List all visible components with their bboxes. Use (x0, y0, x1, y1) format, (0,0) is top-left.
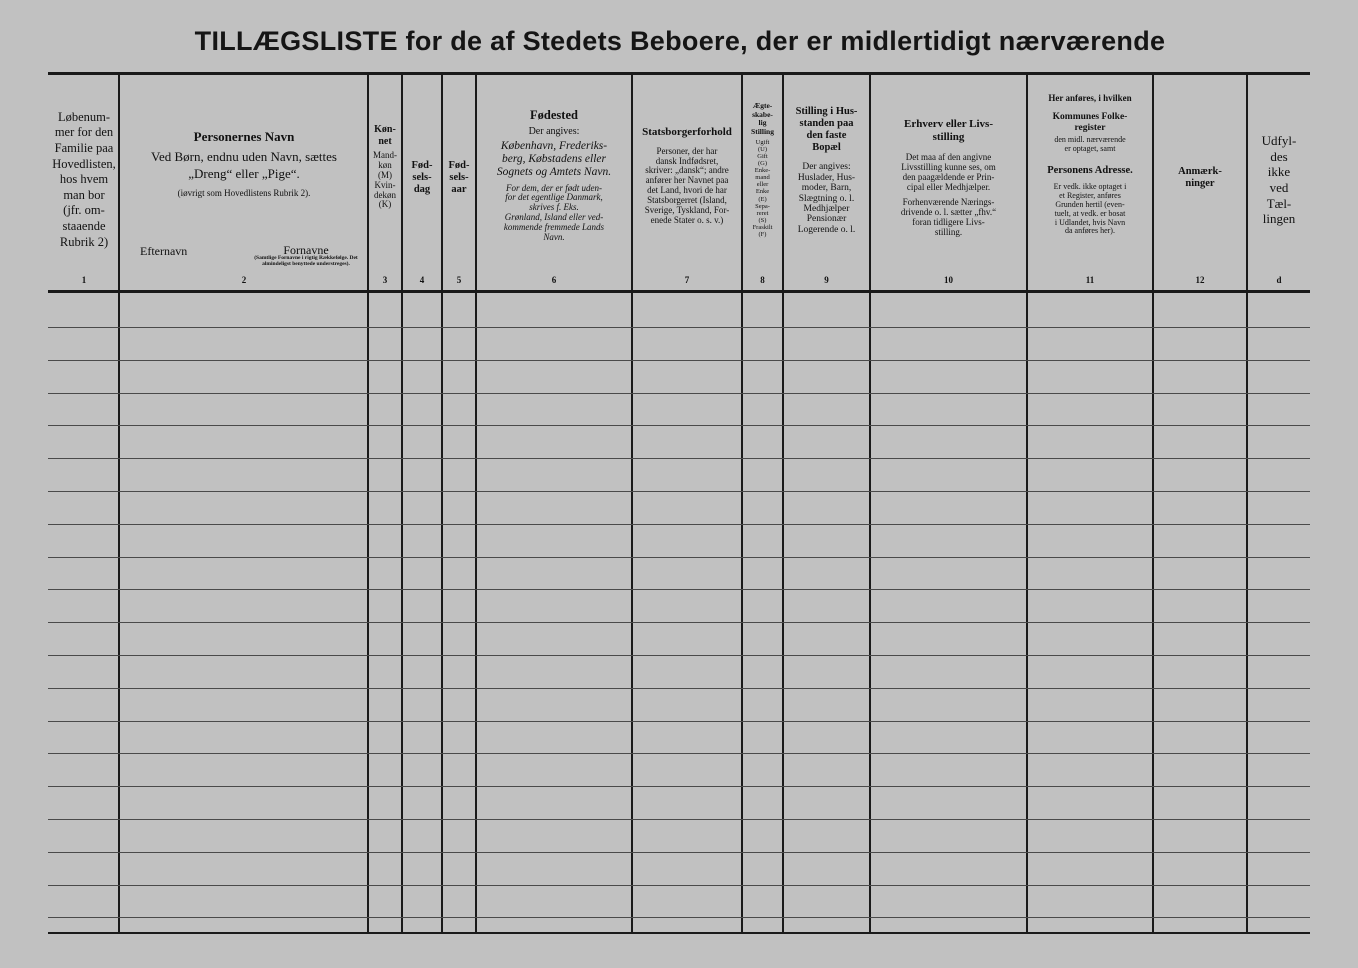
col-12-number: 12 (1195, 275, 1205, 285)
col-7-text: Personer, der har dansk Indfødsret, skriver: „dansk“; andre anfører her Navnet paa det Land, hvori de har Statsborgerret (Island, Sverige, Tyskland, For- enede Stater o. s. v.) (644, 145, 730, 225)
col-8-number: 8 (760, 275, 765, 285)
col-2-number: 2 (241, 275, 247, 285)
col-9-text: Der angives: Huslader, Hus- moder, Barn, Slægtning o. l. Medhjælper Pensionær Logerende o. l. (797, 162, 856, 235)
entry-row-line (48, 524, 1310, 525)
entry-row-line (48, 721, 1310, 722)
entry-row-line (48, 885, 1310, 886)
header-top-rule (48, 72, 1310, 75)
col-10-heading: Erhverv eller Livs- stilling (904, 118, 993, 143)
col-9-heading: Stilling i Hus- standen paa den faste Bopæl (795, 106, 858, 154)
col-10-number: 10 (944, 275, 953, 285)
entry-row-line (48, 786, 1310, 787)
table-bottom-rule (48, 932, 1310, 934)
col-3-text: Mand- køn (M) Kvin- dekøn (K) (373, 150, 397, 210)
col-5-header (443, 80, 475, 280)
col-1-text: Løbenum- mer for den Familie paa Hovedlisten, hos hvem man bor (jfr. om- staaende Rubrik 2) (52, 109, 116, 249)
col-d-text: Udfyl- des ikke ved Tæl- lingen (1261, 133, 1297, 227)
entry-row-line (48, 425, 1310, 426)
col-7-heading: Statsborgerforhold (642, 126, 732, 138)
col-9-number: 9 (824, 275, 829, 285)
entry-row-line (48, 360, 1310, 361)
col-1-number: 1 (81, 275, 87, 285)
entry-row-line (48, 753, 1310, 754)
col-d-header (1248, 80, 1310, 280)
col-11-text: Kommunes Folke- register (1052, 111, 1128, 133)
col-2-firstnames-label: Fornavne (283, 243, 329, 257)
col-2-firstnames-note: (Samtlige Fornavne i rigtig Rækkefølge. Det almindeligst benyttede understreges). (254, 255, 358, 267)
entry-row-line (48, 622, 1310, 623)
col-6-italic: København, Frederiks- berg, Købstadens eller Sognets og Amtets Navn. (496, 139, 612, 179)
col-7-number: 7 (684, 275, 690, 285)
col-9-header (784, 80, 869, 306)
col-4-heading: Fød- sels- dag (411, 159, 433, 196)
entry-row-line (48, 589, 1310, 590)
col-divider (118, 75, 120, 933)
col-10-note: Forhenværende Nærings- drivende o. l. sætter „fhv.“ foran tidligere Livs- stilling. (900, 196, 997, 237)
entry-row-line (48, 327, 1310, 328)
col-3-number: 3 (382, 275, 388, 285)
col-2-note: (iøvrigt som Hovedlistens Rubrik 2). (177, 187, 311, 198)
col-6-note: For dem, der er født uden- for det egentlige Danmark, skrives f. Eks. Grønland, Island eller ved- kommende fremmede Lands Navn. (503, 182, 605, 242)
col-d-number: d (1276, 275, 1282, 285)
entry-row-line (48, 393, 1310, 394)
col-11-note2: Er vedk. ikke optaget i et Register, anføres Grunden hertil (even- tuelt, at vedk. er bosat i Udlandet, hvis Navn da anføres her). (1053, 182, 1127, 236)
col-4-header (403, 80, 441, 280)
entry-row-line (48, 655, 1310, 656)
col-11-header (1028, 80, 1152, 294)
col-divider (475, 75, 477, 933)
col-8-text: Ugift (U) Gift (G) Enke- mand eller Enke (E) Sepa- reret (S) Fraskilt (F) (752, 138, 773, 239)
page-title: TILLÆGSLISTE for de af Stedets Beboere, der er midlertidigt nærværende (194, 26, 1166, 56)
col-3-heading: Køn- net (374, 124, 396, 147)
col-8-header (743, 80, 782, 302)
col-6-header (478, 80, 630, 308)
col-6-text: Der angives: (528, 126, 580, 138)
col-11-number: 11 (1085, 275, 1095, 285)
col-8-heading: Ægte- skabe- lig Stilling (751, 101, 774, 136)
entry-row-line (48, 917, 1310, 918)
col-1-header (50, 80, 118, 280)
col-7-header (633, 80, 741, 326)
col-12-header (1154, 80, 1246, 280)
entry-row-line (48, 688, 1310, 689)
col-2-text: Ved Børn, endnu uden Navn, sættes „Dreng“ eller „Pige“. (151, 148, 337, 181)
entry-row-line (48, 557, 1310, 558)
col-6-number: 6 (551, 275, 557, 285)
col-5-heading: Fød- sels- aar (448, 159, 470, 196)
entry-row-line (48, 852, 1310, 853)
entry-row-line (48, 491, 1310, 492)
col-12-heading: Anmærk- ninger (1178, 165, 1222, 189)
col-11-heading: Her anføres, i hvilken (1048, 93, 1132, 103)
col-10-text: Det maa af den angivne Livsstilling kunne ses, om den paagældende er Prin- cipal eller Medhjælper. (901, 152, 996, 192)
col-2-surname-label: Efternavn (140, 244, 188, 258)
col-5-number: 5 (456, 275, 462, 285)
entry-row-line (48, 819, 1310, 820)
entry-row-line (48, 458, 1310, 459)
col-4-number: 4 (419, 275, 425, 285)
col-6-heading: Fødested (530, 108, 578, 122)
col-11-note: den midl. nærværende er optaget, samt (1054, 134, 1126, 153)
col-11-heading2: Personens Adresse. (1047, 165, 1133, 177)
col-2-heading: Personernes Navn (193, 129, 295, 144)
